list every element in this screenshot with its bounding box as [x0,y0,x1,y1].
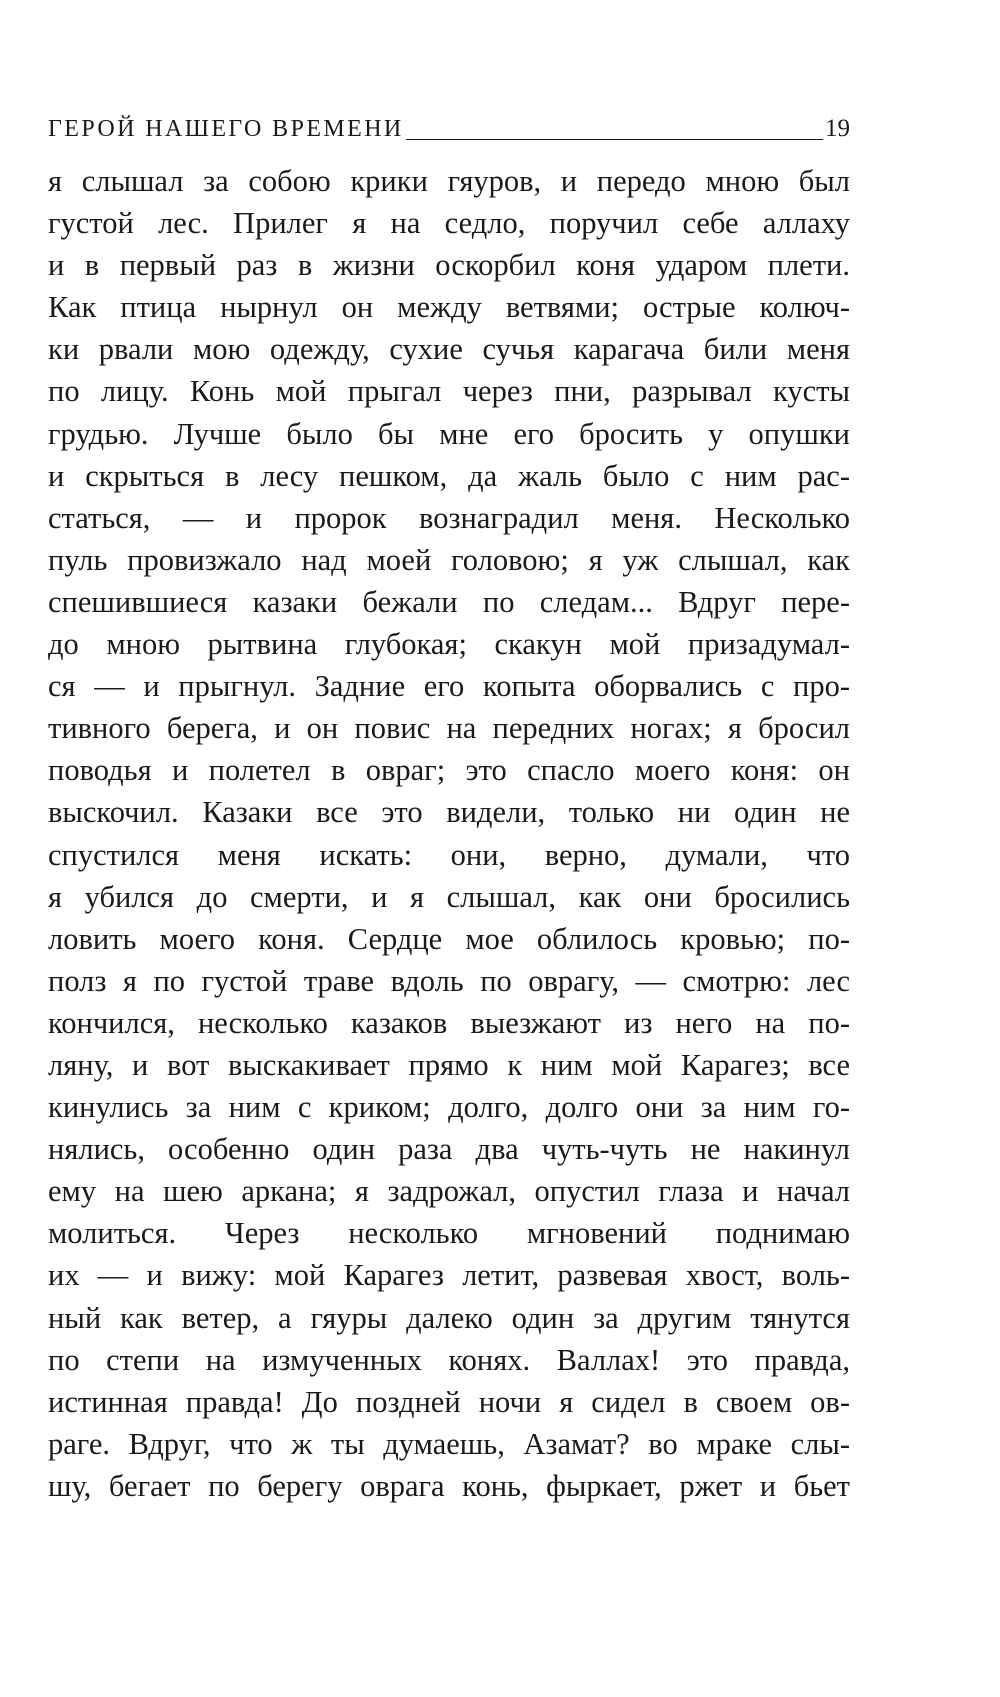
text-line: и скрыться в лесу пешком, да жаль было с ним рас- [48,458,850,493]
page-number: 19 [825,115,850,142]
text-line: я убился до смерти, и я слышал, как они бросились [48,879,850,914]
text-line: молиться. Через несколько мгновений поднимаю [48,1216,850,1251]
text-line: раге. Вдруг, что ж ты думаешь, Азамат? во мраке слы- [48,1426,850,1461]
text-line: пуль провизжало над моей головою; я уж слышал, как [48,542,850,577]
text-line: кинулись за ним с криком; долго, долго они за ним го- [48,1090,850,1125]
text-line: истинная правда! До поздней ночи я сидел в своем ов- [48,1384,850,1419]
running-title: ГЕРОЙ НАШЕГО ВРЕМЕНИ [48,116,404,142]
body-text [48,160,850,1507]
text-line: Как птица нырнул он между ветвями; острые колюч- [48,290,850,325]
text-line: спешившиеся казаки бежали по следам... Вдруг пере- [48,584,850,619]
text-line: по лицу. Конь мой прыгал через пни, разрывал кусты [48,374,850,409]
text-line: спустился меня искать: они, верно, думали, что [48,837,850,872]
text-line: нялись, особенно один раза два чуть-чуть не накинул [48,1132,850,1167]
text-line: статься, — и пророк вознаградил меня. Несколько [48,500,850,535]
text-line: кончился, несколько казаков выезжают из него на по- [48,1005,850,1040]
text-line: ся — и прыгнул. Задние его копыта оборвались с про- [48,669,850,704]
text-line: полз я по густой траве вдоль по оврагу, — смотрю: лес [48,963,850,998]
text-line: грудью. Лучше было бы мне его бросить у опушки [48,416,850,451]
text-line: ловить моего коня. Сердце мое облилось кровью; по- [48,921,850,956]
text-line: поводья и полетел в овраг; это спасло моего коня: он [48,753,850,788]
text-line: ки рвали мою одежду, сухие сучья карагача били меня [48,332,850,367]
text-line: шу, бегает по берегу оврага конь, фыркает, ржет и бьет [48,1468,850,1503]
text-line: густой лес. Прилег я на седло, поручил себе аллаху [48,206,850,241]
running-head [48,104,850,144]
text-line: их — и вижу: мой Карагез летит, развевая хвост, воль- [48,1258,850,1293]
text-line: ный как ветер, а гяуры далеко один за другим тянутся [48,1300,850,1335]
text-line: ляну, и вот выскакивает прямо к ним мой Карагез; все [48,1047,850,1082]
text-line: я слышал за собою крики гяуров, и передо мною был [48,164,850,198]
header-rule [406,139,823,140]
text-line: по степи на измученных конях. Валлах! это правда, [48,1342,850,1377]
text-line: ему на шею аркана; я задрожал, опустил глаза и начал [48,1174,850,1209]
text-line: тивного берега, и он повис на передних ногах; я бросил [48,711,850,746]
text-line: выскочил. Казаки все это видели, только ни один не [48,795,850,830]
text-line: до мною рытвина глубокая; скакун мой призадумал- [48,627,850,662]
text-line: и в первый раз в жизни оскорбил коня ударом плети. [48,248,850,283]
